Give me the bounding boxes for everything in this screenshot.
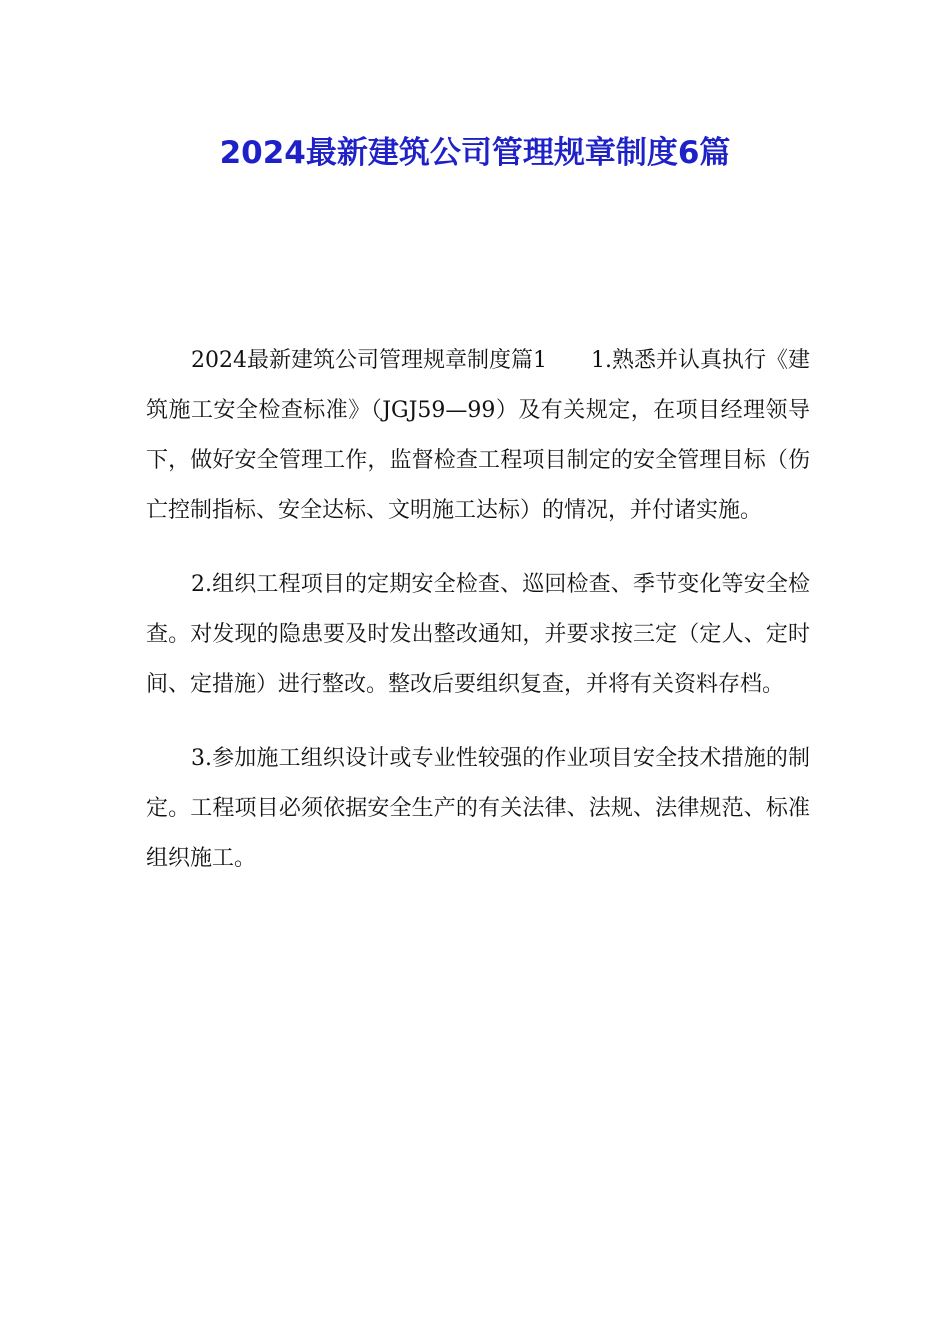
document-body — [146, 336, 810, 884]
paragraph-1 — [146, 336, 810, 536]
document-title: 2024最新建筑公司管理规章制度6篇 — [219, 135, 731, 171]
paragraph-3: 3.参加施工组织设计或专业性较强的作业项目安全技术措施的制定。工程项目必须依据安全生产的有关法律、法规、法律规范、标准组织施工。 — [146, 746, 810, 871]
paragraph-2: 2.组织工程项目的定期安全检查、巡回检查、季节变化等安全检查。对发现的隐患要及时发出整改通知，并要求按三定（定人、定时间、定措施）进行整改。整改后要组织复查，并将有关资料存档。 — [146, 572, 810, 697]
section-heading: 2024最新建筑公司管理规章制度篇1 — [191, 348, 547, 373]
paragraph-1-text: 1.熟悉并认真执行《建筑施工安全检查标准》（JGJ59—99）及有关规定，在项目经理领导下，做好安全管理工作，监督检查工程项目制定的安全管理目标（伤亡控制指标、安全达标、文明施工达标）的情况，并付诸实施。 — [146, 348, 810, 523]
